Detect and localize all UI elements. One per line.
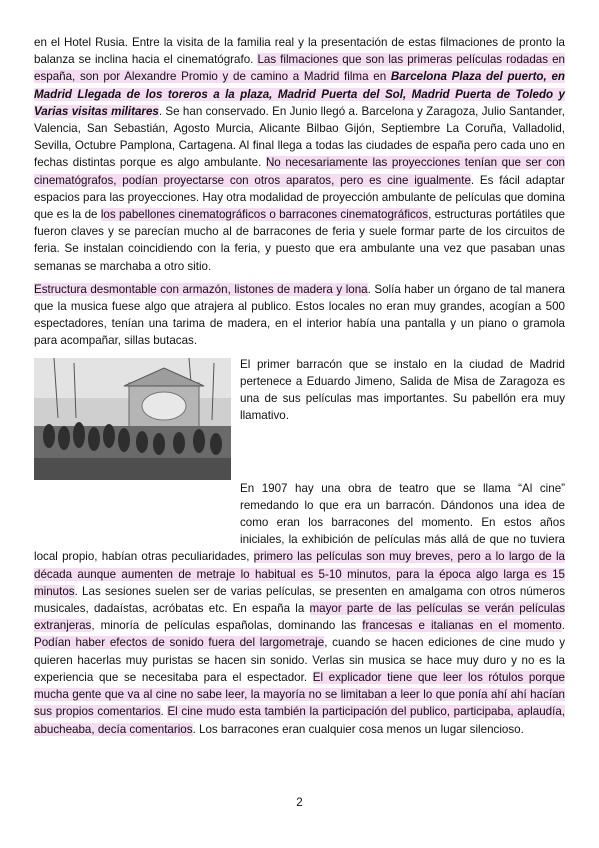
side-text — [240, 356, 565, 425]
float-spacer — [34, 480, 240, 538]
highlighted-text: primero las películas son muy breves, pero a lo largo de la década aunque aumenten de metraje lo habitual es 5-10 minutos, para la época algo larga es 15 minutos — [34, 550, 565, 598]
text-run: , minoría de películas españolas, dominando las — [91, 619, 363, 633]
paragraph-3: El primer barracón que se instalo en la ciudad de Madrid pertenece a Eduardo Jimeno, Salida de Misa de Zaragoza es una de sus películas mas importantes. Su pabellón era muy llamativo. — [240, 357, 565, 423]
text-run: . — [561, 619, 565, 633]
highlighted-text: Podían haber efectos de sonido fuera del largometraje — [34, 636, 325, 650]
text-run: , cuando se hacen ediciones de cine mudo y quieren hacerlas muy puristas se hacen sin sonido. Verlas sin musica se hace muy duro y no es la experiencia que se necesitaba para el espectador. — [34, 636, 565, 684]
highlighted-text: los pabellones cinematográficos o barracones cinematográficos — [100, 208, 429, 222]
text-run: . Se han conservado. En Junio llegó a. Barcelona y Zaragoza, Julio Santander, Valencia, San Sebastián, Agosto Murcia, Alicante Bilbao Gijón, Septiembre La Coruña, Valladolid, Sevilla, Octubre Pamplona, Cartagena. Al final llega a todas las ciudades de españa pero cada uno en fechas distintas porque es algo ambulante. — [34, 104, 565, 170]
paragraph-2 — [34, 281, 565, 350]
highlighted-text: El explicador tiene que leer los rótulos porque mucha gente que va al cine no sabe leer, la mayoría no se limitaban a leer lo que ponía ahí ahí hacían sus propios comentarios — [34, 670, 565, 719]
text-run: , estructuras portátiles que fueron claves y se parecían mucho al de barracones de feria y suele formar parte de los circuitos de feria. Se instalan coincidiendo con la feria, y puesto que era ambulante una vez que pasaban unas semanas se marchaba a otro sitio. — [34, 208, 565, 273]
document-page — [34, 34, 565, 738]
text-run: . Los barracones eran cualquier cosa menos un lugar silencioso. — [192, 722, 524, 736]
highlighted-text: mayor parte de las películas se verán películas extranjeras — [34, 602, 565, 633]
text-run: en el Hotel Rusia. Entre la visita de la familia real y la presentación de estas filmaciones de pronto la balanza se inclina hacia el cinematógrafo. — [34, 36, 565, 67]
paragraph-1 — [34, 34, 565, 275]
figure-row — [34, 356, 565, 484]
highlighted-text: francesas e italianas en el momento — [362, 619, 562, 633]
highlighted-text: No necesariamente las proyecciones tenían que ser con cinematógrafos, podían proyectarse con otros aparatos, pero es cine igualmente — [34, 156, 565, 187]
highlighted-text: El cine mudo esta también la participación del publico, participaba, aplaudía, abucheaba, decía comentarios — [34, 705, 565, 736]
text-run: . — [160, 705, 168, 719]
page-number: 2 — [296, 796, 303, 809]
text-run: . Es fácil adaptar espacios para las proyecciones. Hay otra modalidad de proyección ambulante de películas que domina que es la de — [34, 173, 565, 222]
highlighted-bold-text: Barcelona Plaza del puerto, en Madrid Llegada de los toreros a la plaza, Madrid Puerta del Sol, Madrid Puerta de Toledo y Varias visitas militares — [34, 70, 565, 118]
text-run: . Solía haber un órgano de tal manera que la musica fuese algo que atrajera al publico. Estos locales no eran muy grandes, acogían a 500 espectadores, tenían una tarima de madera, en el interior había una pantalla y un piano o gramola para acompañar, sillas butacas. — [34, 282, 565, 348]
barracon-photo-image — [34, 358, 231, 480]
barracon-photo — [34, 358, 231, 480]
highlighted-text: Estructura desmontable con armazón, listones de madera y lona — [34, 282, 368, 296]
text-run: En 1907 hay una obra de teatro que se llama “Al cine” remedando lo que era un barracón. Dándonos una idea de como eran los barracones del momento. En estos años iniciales, la exhibición de películas más allá de que no tuviera local propio, habían otras peculiaridades, — [34, 481, 565, 564]
highlighted-text: Las filmaciones que son las primeras películas rodadas en españa, son por Alexandre Promio y de camino a Madrid filma en — [34, 53, 565, 84]
paragraph-4 — [34, 480, 565, 738]
text-run: . Las sesiones suelen ser de varias películas, se presenten en amalgama con otros números musicales, dadaístas, acróbatas etc. En españa la — [34, 584, 565, 616]
